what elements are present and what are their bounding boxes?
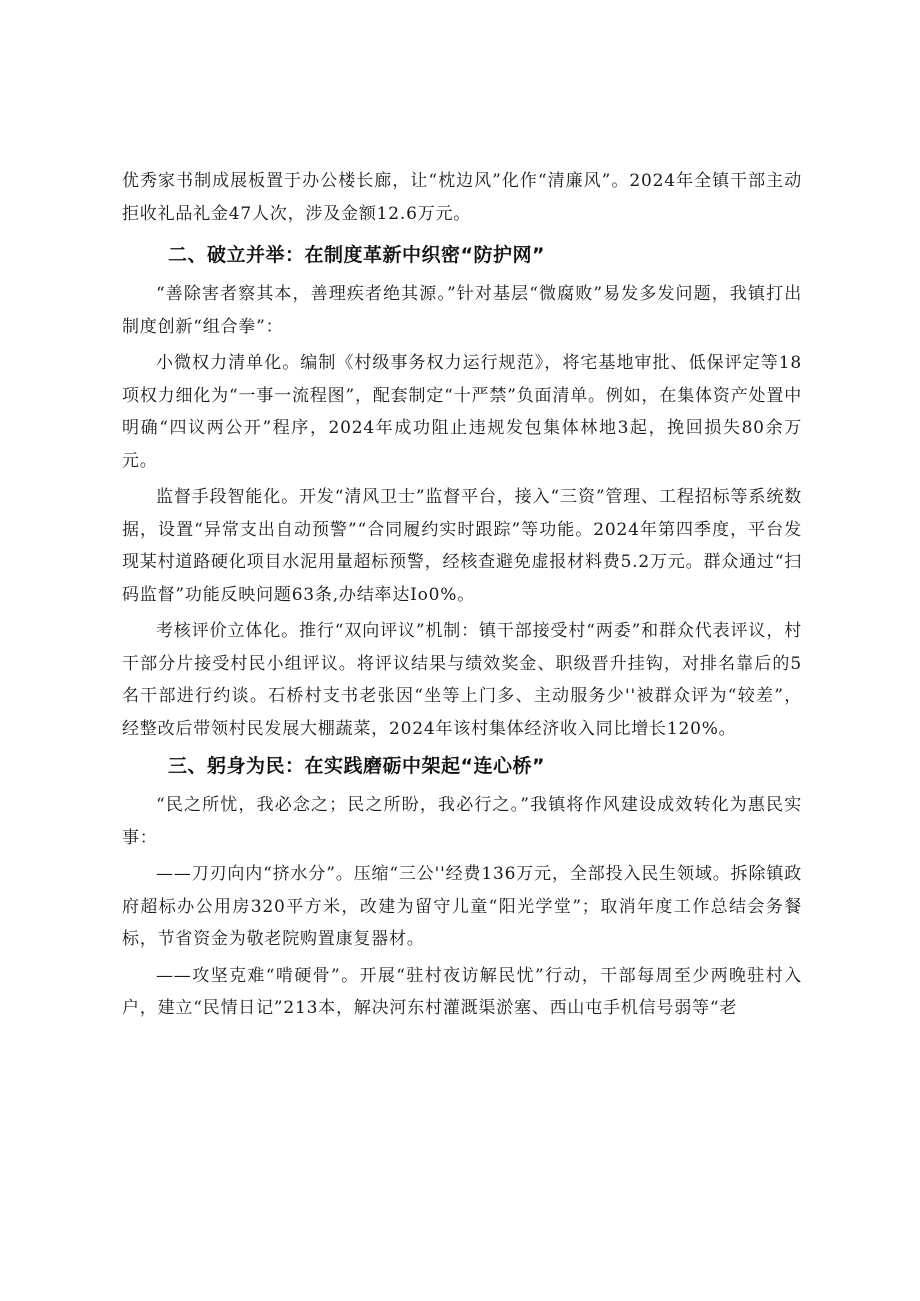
- paragraph-continued: 优秀家书制成展板置于办公楼长廊，让“枕边风”化作“清廉风”。2024年全镇干部主动拒收礼品礼金47人次，涉及金额12.6万元。: [122, 171, 802, 224]
- paragraph-evaluation: 考核评价立体化。推行“双向评议”机制：镇干部接受村“两委”和群众代表评议，村干部分片接受村民小组评议。将评议结果与绩效奖金、职级晋升挂钩，对排名靠后的5名干部进行约谈。石桥村支书老张因“坐等上门多、主动服务少''被群众评为“较差”，经整改后带领村民发展大棚蔬菜，2024年该村集体经济收入同比增长120%。: [122, 621, 802, 739]
- paragraph-smart-supervision: 监督手段智能化。开发“清风卫士”监督平台，接入“三资”管理、工程招标等系统数据，设置“异常支出自动预警”“合同履约实时跟踪”等功能。2024年第四季度，平台发现某村道路硬化项目水泥用量超标预警，经核查避免虚报材料费5.2万元。群众通过“扫码监督”功能反映问题63条,办结率达Io0%。: [122, 487, 802, 605]
- document-body: [122, 165, 802, 1025]
- paragraph-intro-3: “民之所忧，我必念之；民之所盼，我必行之。”我镇将作风建设成效转化为惠民实事：: [122, 795, 802, 848]
- paragraph-power-list: 小微权力清单化。编制《村级事务权力运行规范》，将宅基地审批、低保评定等18项权力细化为“一事一流程图”，配套制定“十严禁”负面清单。例如，在集体资产处置中明确“四议两公开”程序，2024年成功阻止违规发包集体林地3起，挽回损失80余万元。: [122, 353, 802, 471]
- paragraph-intro-2: “善除害者察其本，善理疾者绝其源。”针对基层“微腐败”易发多发问题，我镇打出制度创新“组合拳”：: [122, 284, 802, 337]
- paragraph-cut-costs: ——刀刃向内“挤水分”。压缩“三公''经费136万元，全部投入民生领域。拆除镇政府超标办公用房320平方米，改建为留守儿童“阳光学堂”；取消年度工作总结会务餐标，节省资金为敬老院购置康复器材。: [122, 864, 802, 949]
- section-heading-2: 二、破立并举：在制度革新中织密“防护网”: [168, 244, 545, 266]
- section-heading-3: 三、躬身为民：在实践磨砺中架起“连心桥”: [168, 755, 545, 777]
- paragraph-tough-problems: ——攻坚克难“啃硬骨”。开展“驻村夜访解民忧”行动，干部每周至少两晚驻村入户，建立“民情日记”213本，解决河东村灌溉渠淤塞、西山屯手机信号弱等“老: [122, 965, 802, 1018]
